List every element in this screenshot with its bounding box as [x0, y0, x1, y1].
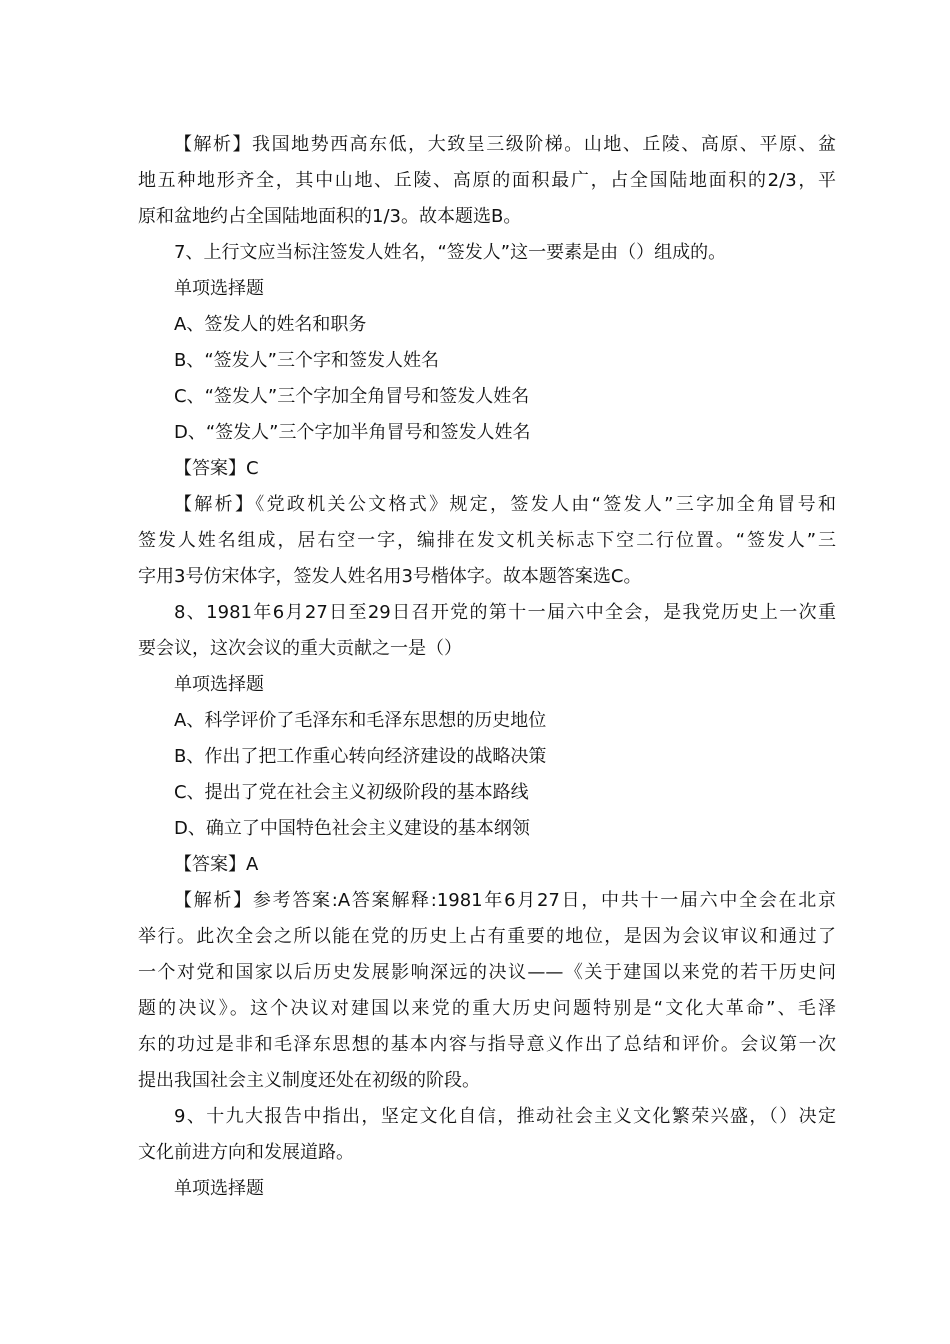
q8-stem-line: 要会议，这次会议的重大贡献之一是（）: [138, 638, 462, 659]
q8-option-c: C、提出了党在社会主义初级阶段的基本路线: [174, 782, 529, 803]
q8-option-d: D、确立了中国特色社会主义建设的基本纲领: [174, 818, 530, 839]
q7-stem: 7、上行文应当标注签发人姓名，“签发人”这一要素是由（）组成的。: [174, 242, 727, 263]
q8-analysis-line: 提出我国社会主义制度还处在初级的阶段。: [138, 1070, 480, 1091]
q6-analysis-line: 【解析】我国地势西高东低，大致呈三级阶梯。山地、丘陵、高原、平原、盆: [174, 134, 836, 155]
q9-stem-line: 9、十九大报告中指出，坚定文化自信，推动社会主义文化繁荣兴盛，（）决定: [174, 1106, 836, 1127]
q8-answer: 【答案】A: [174, 854, 259, 875]
q8-analysis-line: 【解析】参考答案:A答案解释:1981年6月27日，中共十一届六中全会在北京: [174, 890, 836, 911]
q7-option-d: D、“签发人”三个字加半角冒号和签发人姓名: [174, 422, 531, 443]
q7-option-a: A、签发人的姓名和职务: [174, 314, 367, 335]
q8-option-b: B、作出了把工作重心转向经济建设的战略决策: [174, 746, 547, 767]
q7-analysis-line: 签发人姓名组成，居右空一字，编排在发文机关标志下空二行位置。“签发人”三: [138, 530, 836, 551]
page-content: [138, 127, 836, 1207]
q7-option-b: B、“签发人”三个字和签发人姓名: [174, 350, 439, 371]
q8-stem-line: 8、1981年6月27日至29日召开党的第十一届六中全会，是我党历史上一次重: [174, 602, 836, 623]
q8-option-a: A、科学评价了毛泽东和毛泽东思想的历史地位: [174, 710, 547, 731]
q7-option-c: C、“签发人”三个字加全角冒号和签发人姓名: [174, 386, 530, 407]
q8-type: 单项选择题: [174, 674, 264, 695]
q8-analysis-line: 举行。此次全会之所以能在党的历史上占有重要的地位，是因为会议审议和通过了: [138, 926, 836, 947]
q8-analysis-line: 一个对党和国家以后历史发展影响深远的决议——《关于建国以来党的若干历史问: [138, 962, 836, 983]
q8-analysis-line: 东的功过是非和毛泽东思想的基本内容与指导意义作出了总结和评价。会议第一次: [138, 1034, 836, 1055]
q9-stem-line: 文化前进方向和发展道路。: [138, 1142, 354, 1163]
q7-analysis-line: 【解析】《党政机关公文格式》规定，签发人由“签发人”三字加全角冒号和: [174, 494, 836, 515]
q6-analysis-line: 原和盆地约占全国陆地面积的1/3。故本题选B。: [138, 206, 522, 227]
q6-analysis-line: 地五种地形齐全，其中山地、丘陵、高原的面积最广，占全国陆地面积的2/3，平: [138, 170, 836, 191]
q7-answer: 【答案】C: [174, 458, 259, 479]
q7-type: 单项选择题: [174, 278, 264, 299]
q7-analysis-line: 字用3号仿宋体字，签发人姓名用3号楷体字。故本题答案选C。: [138, 566, 642, 587]
q8-analysis-line: 题的决议》。这个决议对建国以来党的重大历史问题特别是“文化大革命”、毛泽: [138, 998, 836, 1019]
q9-type: 单项选择题: [174, 1178, 264, 1199]
